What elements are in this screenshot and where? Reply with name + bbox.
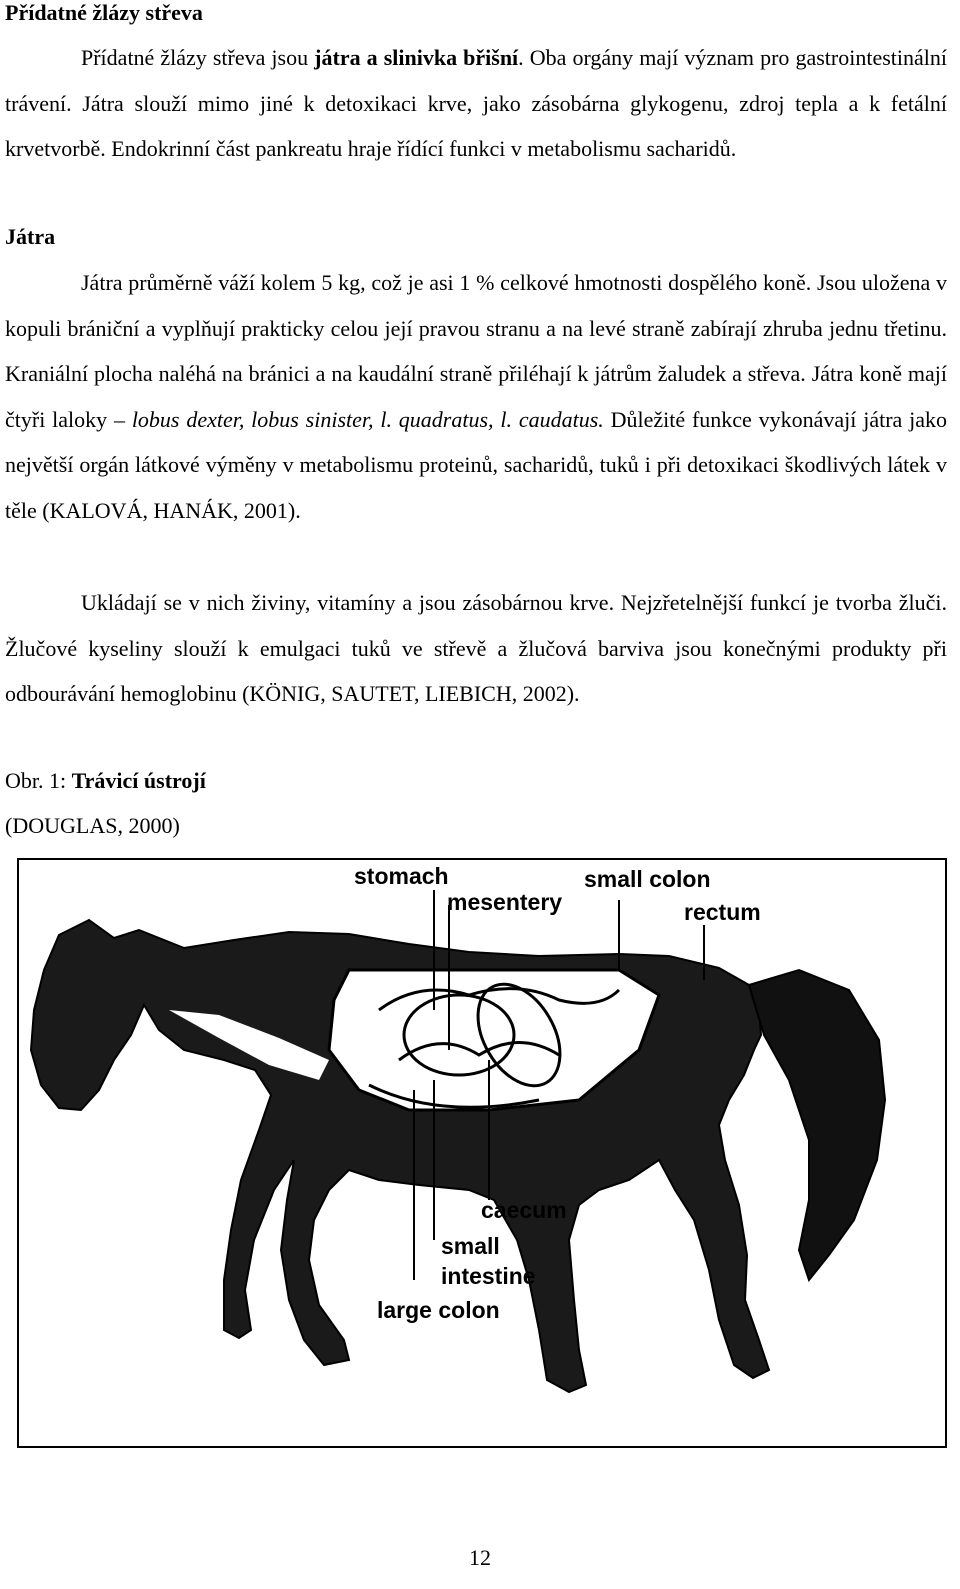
figure-caption	[5, 768, 206, 794]
page-number: 12	[469, 1545, 491, 1570]
label-mesentery: mesentery	[447, 889, 563, 915]
liver-p1-text-1: Játra průměrně váží kolem 5 kg, což je asi 1 % celkové hmotnosti dospělého koně. Jsou uložena v kopuli brániční a vyplňují prakticky celou její pravou stranu a na levé straně zabírají zhruba jednu třetinu. Kraniální plocha naléhá na bránici a na kaudální straně přiléhají k játrům žaludek a střeva. Játra koně mají čtyři laloky –	[5, 270, 947, 432]
liver-p1-italic: lobus dexter, lobus sinister, l. quadratus, l. caudatus.	[131, 406, 604, 432]
liver-p1-text-2: Důležité funkce vykonávají játra jako největší orgán látkové výměny v metabolismu proteinů, sacharidů, tuků i při detoxikaci škodlivých látek v těle (KALOVÁ, HANÁK, 2001).	[5, 406, 948, 523]
figure-caption-prefix: Obr. 1:	[5, 768, 72, 793]
section-title: Přídatné žlázy střeva	[5, 0, 203, 25]
intro-text-1: Přídatné žlázy střeva jsou	[81, 45, 315, 70]
intro-text-2: . Oba orgány mají význam pro gastrointestinální trávení. Játra slouží mimo jiné k detoxikaci krve, jako zásobárna glykogenu, zdroj tepla a k fetální krvetvorbě. Endokrinní část pankreatu hraje řídící funkci v metabolismu sacharidů.	[5, 45, 947, 161]
label-small-intestine-1: small	[441, 1233, 500, 1259]
label-small-intestine-2: intestine	[441, 1263, 536, 1289]
label-stomach: stomach	[354, 863, 449, 889]
figure-source: (DOUGLAS, 2000)	[5, 813, 180, 838]
horse-digestive-figure	[17, 858, 947, 1448]
liver-heading: Játra	[5, 224, 56, 249]
liver-paragraph-2: Ukládají se v nich živiny, vitamíny a jsou zásobárnou krve. Nejzřetelnější funkcí je tvorba žluči. Žlučové kyseliny slouží k emulgaci tuků ve střevě a žlučová barviva jsou konečnými produkty při odbourávání hemoglobinu (KÖNIG, SAUTET, LIEBICH, 2002).	[5, 590, 947, 706]
figure-caption-title: Trávicí ústrojí	[71, 768, 206, 793]
intro-bold: játra a slinivka břišní	[314, 45, 519, 70]
label-large-colon: large colon	[377, 1297, 500, 1323]
label-caecum: caecum	[481, 1197, 567, 1223]
liver-paragraph-1	[5, 260, 947, 533]
intro-paragraph	[5, 35, 947, 172]
label-rectum: rectum	[684, 899, 761, 925]
label-small-colon: small colon	[584, 866, 711, 892]
horse-illustration	[19, 860, 945, 1446]
